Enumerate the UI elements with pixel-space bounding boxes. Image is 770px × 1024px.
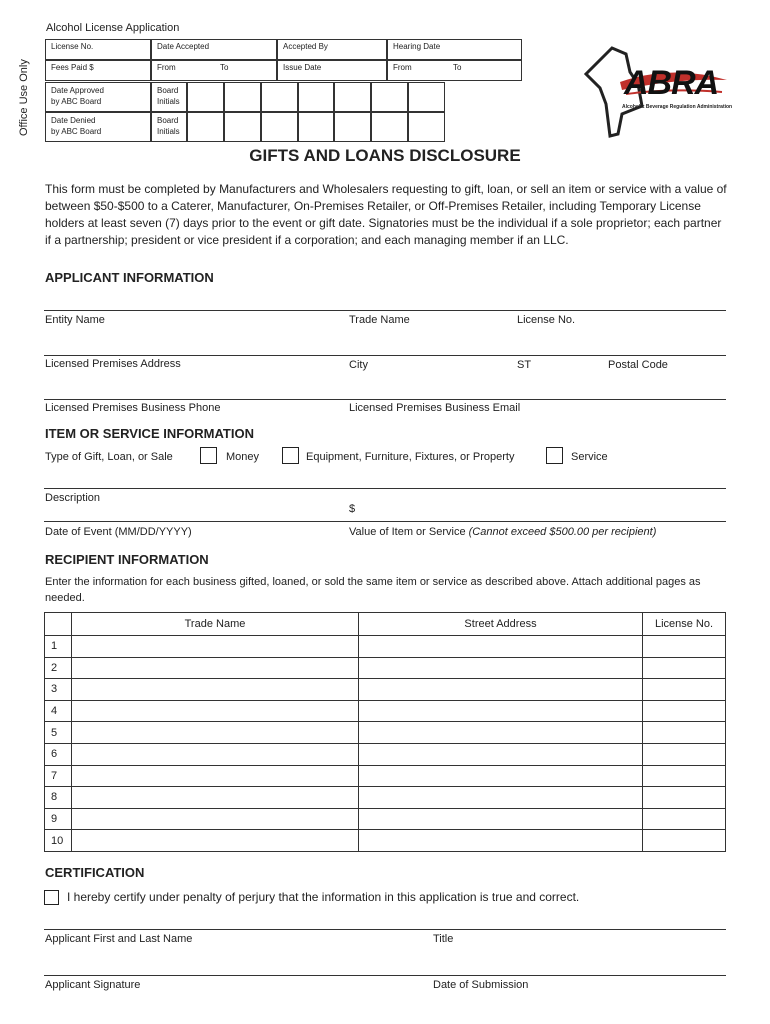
logo-subtitle: Alcoholic Beverage Regulation Administration bbox=[622, 104, 733, 110]
office-date-approved: Date Approved by ABC Board bbox=[45, 82, 151, 112]
postal-code-label: Postal Code bbox=[608, 359, 668, 371]
type-label: Type of Gift, Loan, or Sale bbox=[45, 451, 173, 463]
entity-name-field[interactable] bbox=[44, 355, 726, 356]
office-date-denied: Date Denied by ABC Board bbox=[45, 112, 151, 142]
money-checkbox[interactable] bbox=[200, 447, 217, 464]
divider bbox=[44, 488, 726, 489]
office-accepted-by[interactable]: Accepted By bbox=[277, 39, 387, 60]
certification-heading: CERTIFICATION bbox=[45, 865, 145, 880]
certify-statement: I hereby certify under penalty of perjury that the information in this application is true and correct. bbox=[67, 890, 580, 904]
abra-logo bbox=[582, 44, 732, 140]
office-board-initials-2: Board Initials bbox=[151, 112, 187, 142]
initials-box[interactable] bbox=[261, 82, 298, 112]
money-label: Money bbox=[226, 451, 260, 463]
business-phone-label: Licensed Premises Business Phone bbox=[45, 402, 221, 414]
table-row: 2 bbox=[45, 657, 726, 679]
office-from-to[interactable]: From To bbox=[151, 60, 277, 81]
recipient-table bbox=[44, 612, 726, 852]
service-checkbox[interactable] bbox=[546, 447, 563, 464]
service-label: Service bbox=[571, 451, 608, 463]
value-label: Value of Item or Service (Cannot exceed $500.00 per recipient) bbox=[349, 526, 657, 538]
signature-label: Applicant Signature bbox=[45, 979, 141, 991]
divider bbox=[44, 310, 726, 311]
office-license-no[interactable]: License No. bbox=[45, 39, 151, 60]
initials-box[interactable] bbox=[261, 112, 298, 142]
office-board-initials: Board Initials bbox=[151, 82, 187, 112]
office-date-accepted[interactable]: Date Accepted bbox=[151, 39, 277, 60]
initials-box[interactable] bbox=[224, 82, 261, 112]
table-row: 10 bbox=[45, 830, 726, 852]
recipient-heading: RECIPIENT INFORMATION bbox=[45, 552, 209, 567]
signature-field[interactable] bbox=[44, 975, 726, 976]
form-title: Alcohol License Application bbox=[46, 22, 180, 34]
initials-box[interactable] bbox=[408, 82, 445, 112]
initials-box[interactable] bbox=[371, 82, 408, 112]
initials-box[interactable] bbox=[408, 112, 445, 142]
premises-address-label: Licensed Premises Address bbox=[45, 358, 181, 370]
address-field[interactable] bbox=[44, 399, 726, 400]
col-license-no: License No. bbox=[643, 613, 726, 636]
applicant-name-label: Applicant First and Last Name bbox=[45, 933, 193, 945]
table-row: 4 bbox=[45, 700, 726, 722]
equipment-label: Equipment, Furniture, Fixtures, or Property bbox=[306, 451, 515, 463]
city-label: City bbox=[349, 359, 368, 371]
page-title: GIFTS AND LOANS DISCLOSURE bbox=[249, 146, 521, 165]
date-of-submission-label: Date of Submission bbox=[433, 979, 529, 991]
office-use-label: Office Use Only bbox=[18, 59, 30, 136]
equipment-checkbox[interactable] bbox=[282, 447, 299, 464]
office-hearing-date[interactable]: Hearing Date bbox=[387, 39, 522, 60]
entity-name-label: Entity Name bbox=[45, 314, 105, 326]
st-label: ST bbox=[517, 359, 532, 371]
license-no-label: License No. bbox=[517, 314, 576, 326]
description-field[interactable] bbox=[44, 521, 726, 522]
intro-paragraph: This form must be completed by Manufacturers and Wholesalers requesting to gift, loan, or sell an item or service with a value of between $50-$500 to a Caterer, Manufacturer, On-Premises Retailer, or Off-Premises Retailer, including Temporary License holders at least seven (7) days prior to the event or gift date. Signatories must be the individual if a sole proprietor; each partner if a partnership; president or vice president if a corporation; and each managing member if an LLC. bbox=[45, 182, 727, 247]
table-row: 1 bbox=[45, 636, 726, 658]
table-row: 6 bbox=[45, 743, 726, 765]
trade-name-label: Trade Name bbox=[349, 314, 410, 326]
table-row: 8 bbox=[45, 787, 726, 809]
certify-checkbox[interactable] bbox=[44, 890, 59, 905]
applicant-heading: APPLICANT INFORMATION bbox=[45, 270, 214, 285]
table-header-num bbox=[45, 613, 72, 636]
table-row: 9 bbox=[45, 808, 726, 830]
initials-box[interactable] bbox=[334, 112, 371, 142]
office-fees-paid[interactable]: Fees Paid $ bbox=[45, 60, 151, 81]
col-trade-name: Trade Name bbox=[72, 613, 359, 636]
initials-box[interactable] bbox=[298, 82, 334, 112]
table-row: 5 bbox=[45, 722, 726, 744]
initials-box[interactable] bbox=[298, 112, 334, 142]
business-email-label: Licensed Premises Business Email bbox=[349, 402, 521, 414]
initials-box[interactable] bbox=[224, 112, 261, 142]
table-row: 3 bbox=[45, 679, 726, 701]
initials-box[interactable] bbox=[334, 82, 371, 112]
date-of-event-label: Date of Event (MM/DD/YYYY) bbox=[45, 526, 192, 538]
dollar-sign: $ bbox=[349, 503, 356, 515]
table-row: 7 bbox=[45, 765, 726, 787]
recipient-instructions: Enter the information for each business gifted, loaned, or sold the same item or service as described above. Attach additional pages as needed. bbox=[45, 576, 701, 604]
applicant-name-field[interactable] bbox=[44, 929, 726, 930]
initials-box[interactable] bbox=[187, 82, 224, 112]
initials-box[interactable] bbox=[187, 112, 224, 142]
col-street-address: Street Address bbox=[359, 613, 643, 636]
initials-box[interactable] bbox=[371, 112, 408, 142]
logo-text: ABRA bbox=[624, 64, 719, 102]
item-heading: ITEM OR SERVICE INFORMATION bbox=[45, 426, 254, 441]
description-label: Description bbox=[45, 492, 101, 504]
office-from-to-2[interactable]: From To bbox=[387, 60, 522, 81]
title-label: Title bbox=[433, 933, 454, 945]
office-issue-date[interactable]: Issue Date bbox=[277, 60, 387, 81]
